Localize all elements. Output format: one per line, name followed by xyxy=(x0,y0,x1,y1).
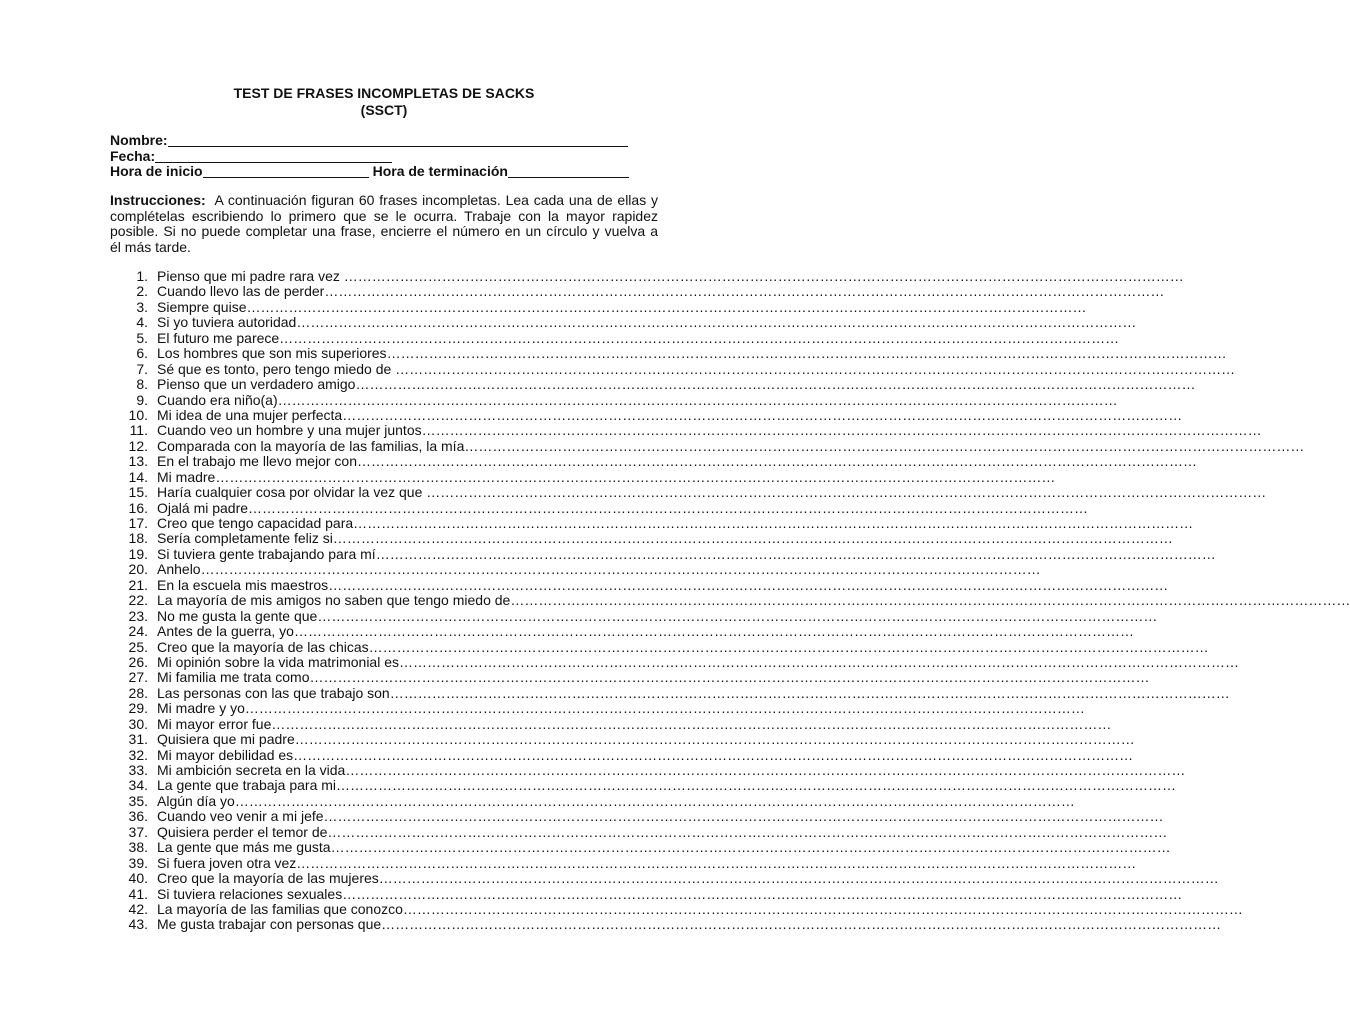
item-sentence: Mi madre xyxy=(157,468,216,485)
date-field xyxy=(110,149,670,165)
list-item xyxy=(128,484,1267,501)
item-number: 38. xyxy=(128,839,148,856)
item-number: 34. xyxy=(128,777,148,794)
page-subtitle: (SSCT) xyxy=(360,102,408,118)
item-number: 14. xyxy=(128,468,148,485)
answer-dot-leader: ……………………………………………………………………………………………………………………………………………………………… xyxy=(426,484,1267,501)
respondent-fields xyxy=(110,133,670,180)
list-item xyxy=(128,839,1171,856)
answer-dot-leader: ……………………………………………………………………………………………………………………………………………………………… xyxy=(355,376,1196,393)
item-number: 24. xyxy=(128,623,148,640)
item-sentence: Mi mayor debilidad es xyxy=(157,746,294,763)
time-fields xyxy=(110,164,670,180)
item-sentence: Cuando era niño(a) xyxy=(157,391,278,408)
answer-dot-leader: ……………………………………………………………………………………………………………………………………………………………… xyxy=(332,530,1173,547)
item-sentence: Creo que tengo capacidad para xyxy=(157,515,354,531)
answer-dot-leader: ……………………………………………………………………………………………………………………………………………………………… xyxy=(375,545,1216,562)
item-number: 29. xyxy=(128,700,148,717)
item-sentence: Quisiera que mi padre xyxy=(157,731,295,748)
list-item xyxy=(128,638,1209,655)
answer-dot-leader: ……………………………………………………………………………………………………………………………………………………………… xyxy=(342,885,1183,902)
item-number: 5. xyxy=(136,329,148,346)
list-item xyxy=(128,329,1120,346)
item-number: 11. xyxy=(129,422,148,439)
item-number: 8. xyxy=(136,376,148,393)
start-time-blank-line xyxy=(203,166,369,178)
answer-dot-leader: ……………………………………………………………………………………………………………………………………………………………… xyxy=(324,283,1165,300)
list-item xyxy=(128,453,1197,470)
list-item xyxy=(128,746,1134,763)
answer-dot-leader: ……………………………………………………………………………………………………………………………………………………………… xyxy=(510,592,1350,609)
item-number: 26. xyxy=(128,653,148,670)
item-sentence: Las personas con las que trabajo son xyxy=(157,684,390,701)
item-number: 37. xyxy=(128,823,148,840)
item-sentence: Creo que la mayoría de las chicas xyxy=(157,638,369,655)
item-number: 42. xyxy=(128,900,148,917)
answer-dot-leader: ……………………………………………………………………………………………………………………………………………………………… xyxy=(323,808,1164,825)
item-sentence: Algún día yo xyxy=(157,792,235,809)
list-item xyxy=(128,870,1219,887)
answer-dot-leader: ……………………………………………………………………………………………………………………………………………………………… xyxy=(296,854,1137,871)
list-item xyxy=(128,376,1196,393)
list-item xyxy=(128,823,1168,840)
item-sentence: Mi opinión sobre la vida matrimonial es xyxy=(157,653,399,670)
answer-dot-leader: ……………………………………………………………………………………………………………………………………………………………… xyxy=(271,715,1112,732)
list-item xyxy=(128,669,1150,686)
answer-dot-leader: ……………………………………………………………………………………………………………………………………………………………… xyxy=(336,777,1177,794)
item-number: 15. xyxy=(128,484,148,501)
item-number: 40. xyxy=(128,870,148,887)
item-number: 43. xyxy=(128,916,148,933)
item-sentence: Si fuera joven otra vez xyxy=(157,854,297,871)
answer-dot-leader: ……………………………………………………………………………………………………………………………………………………………… xyxy=(345,762,1186,778)
list-item xyxy=(128,545,1216,562)
instructions-line xyxy=(110,209,658,225)
answer-dot-leader: ……………………………………………………………………………………………………………………………………………………………… xyxy=(343,268,1184,284)
list-item xyxy=(128,422,1262,439)
start-time-label: Hora de inicio xyxy=(110,163,203,179)
item-sentence: Mi mayor error fue xyxy=(157,715,272,732)
item-sentence: Siempre quise xyxy=(157,298,247,315)
list-item xyxy=(128,561,1041,578)
item-number: 39. xyxy=(128,854,148,871)
item-sentence: Quisiera perder el temor de xyxy=(157,823,328,840)
answer-dot-leader: ……………………………………………………………………………………………………………………………………………………………… xyxy=(234,792,1075,809)
item-sentence: Haría cualquier cosa por olvidar la vez que xyxy=(157,484,427,501)
list-item xyxy=(128,623,1134,640)
item-sentence: Cuando veo venir a mi jefe xyxy=(157,808,324,825)
answer-dot-leader: ……………………………………………………………………………………………………………………………………………………………… xyxy=(330,839,1171,856)
item-number: 6. xyxy=(136,345,148,362)
item-sentence: Mi ambición secreta en la vida xyxy=(157,762,346,778)
item-sentence: Mi madre y yo xyxy=(157,700,245,717)
list-item xyxy=(128,406,1183,423)
list-item xyxy=(128,592,1350,609)
item-number: 23. xyxy=(128,607,148,624)
item-sentence: Ojalá mi padre xyxy=(157,499,249,516)
item-sentence: Si tuviera relaciones sexuales xyxy=(157,885,343,902)
answer-dot-leader: ……………………………………………………………………………………………………………………………………………………………… xyxy=(395,360,1236,377)
title-block xyxy=(0,85,768,119)
answer-dot-leader: ……………………………………………………………………………………………………………………………………………………………… xyxy=(317,607,1158,624)
item-number: 19. xyxy=(128,545,148,562)
answer-dot-leader: ……………………………………………………………………………………………………………………………………………………………… xyxy=(296,314,1137,331)
item-number: 4. xyxy=(136,314,148,331)
item-number: 30. xyxy=(128,715,148,732)
item-number: 41. xyxy=(128,885,148,902)
instructions xyxy=(110,193,658,256)
item-sentence: Creo que la mayoría de las mujeres xyxy=(157,870,379,887)
list-item xyxy=(128,854,1137,871)
item-sentence: Sé que es tonto, pero tengo miedo de xyxy=(157,360,396,377)
item-number: 25. xyxy=(128,638,148,655)
end-time-label: Hora de terminación xyxy=(372,163,508,179)
list-item xyxy=(128,885,1183,902)
item-number: 36. xyxy=(128,808,148,825)
instructions-text: él más tarde. xyxy=(110,239,191,256)
item-sentence: La gente que más me gusta xyxy=(157,839,331,856)
item-sentence: Anhelo xyxy=(157,561,201,578)
item-number: 17. xyxy=(128,515,148,531)
item-sentence: El futuro me parece xyxy=(157,329,280,346)
answer-dot-leader: ……………………………………………………………………………………………………………………………………………………………… xyxy=(378,870,1219,887)
answer-dot-leader: ……………………………………………………………………………………………………………………………………………………………… xyxy=(294,731,1135,748)
list-item xyxy=(128,684,1230,701)
list-item xyxy=(128,900,1243,917)
answer-dot-leader: ……………………………………………………………………………………………………………………………………………………………… xyxy=(464,437,1305,454)
item-sentence: Cuando llevo las de perder xyxy=(157,283,325,300)
item-number: 32. xyxy=(128,746,148,763)
answer-dot-leader: ……………………………………………………………………………………………………………………………………………………………… xyxy=(357,453,1197,470)
answer-dot-leader: ……………………………………………………………………………………………………………………………………………………………… xyxy=(389,684,1230,701)
answer-dot-leader: ……………………………………………………………………………………………………………………………………………………………… xyxy=(200,561,1041,578)
list-item xyxy=(128,916,1222,933)
list-item xyxy=(128,762,1186,778)
instructions-text: A continuación figuran 60 frases incompletas. Lea cada una de ellas y xyxy=(214,192,658,208)
item-sentence: La gente que trabaja para mi xyxy=(157,777,337,794)
list-item xyxy=(128,499,1089,516)
item-number: 10. xyxy=(128,406,148,423)
instructions-line xyxy=(110,240,658,256)
item-number: 33. xyxy=(128,762,148,778)
answer-dot-leader: ……………………………………………………………………………………………………………………………………………………………… xyxy=(248,499,1089,516)
date-label: Fecha: xyxy=(110,147,156,164)
item-number: 2. xyxy=(136,283,148,300)
page-title: TEST DE FRASES INCOMPLETAS DE SACKS xyxy=(233,85,535,101)
list-item xyxy=(128,576,1169,593)
list-item xyxy=(128,792,1075,809)
list-item xyxy=(128,314,1137,331)
list-item xyxy=(128,360,1236,377)
list-item xyxy=(128,468,1056,485)
name-blank-line xyxy=(168,135,628,147)
item-sentence: Cuando veo un hombre y una mujer juntos xyxy=(157,422,422,439)
answer-dot-leader: ……………………………………………………………………………………………………………………………………………………………… xyxy=(293,746,1134,763)
item-sentence: Si yo tuviera autoridad xyxy=(157,314,297,331)
answer-dot-leader: ……………………………………………………………………………………………………………………………………………………………… xyxy=(215,468,1056,485)
list-item xyxy=(128,268,1184,284)
list-item xyxy=(128,808,1164,825)
list-item xyxy=(128,715,1112,732)
list-item xyxy=(128,700,1085,717)
item-number: 3. xyxy=(136,298,148,315)
item-sentence: Mi idea de una mujer perfecta xyxy=(157,406,343,423)
name-field xyxy=(110,133,670,149)
item-sentence: Sería completamente feliz si xyxy=(157,530,333,547)
item-number: 22. xyxy=(128,592,148,609)
answer-dot-leader: ……………………………………………………………………………………………………………………………………………………………… xyxy=(421,422,1262,439)
item-number: 18. xyxy=(128,530,148,547)
answer-dot-leader: ……………………………………………………………………………………………………………………………………………………………… xyxy=(309,669,1150,686)
answer-dot-leader: ……………………………………………………………………………………………………………………………………………………………… xyxy=(277,391,1118,408)
item-number: 12. xyxy=(128,437,148,454)
answer-dot-leader: ……………………………………………………………………………………………………………………………………………………………… xyxy=(327,823,1168,840)
item-number: 35. xyxy=(128,792,148,809)
instructions-line xyxy=(110,193,658,209)
item-sentence: La mayoría de las familias que conozco xyxy=(157,900,403,917)
answer-dot-leader: ……………………………………………………………………………………………………………………………………………………………… xyxy=(279,329,1120,346)
list-item xyxy=(128,283,1165,300)
item-sentence: Mi familia me trata como xyxy=(157,669,310,686)
list-item xyxy=(128,530,1173,547)
list-item xyxy=(128,607,1158,624)
item-sentence: Comparada con la mayoría de las familias, la mía xyxy=(157,437,465,454)
list-item xyxy=(128,653,1239,670)
item-number: 13. xyxy=(128,453,148,470)
answer-dot-leader: ……………………………………………………………………………………………………………………………………………………………… xyxy=(402,900,1243,917)
list-item xyxy=(128,391,1118,408)
item-number: 21. xyxy=(128,576,148,593)
item-sentence: Los hombres que son mis superiores xyxy=(157,345,387,362)
item-number: 16. xyxy=(128,499,148,516)
item-sentence: La mayoría de mis amigos no saben que tengo miedo de xyxy=(157,592,511,609)
item-number: 31. xyxy=(128,731,148,748)
list-item xyxy=(128,731,1135,748)
list-item xyxy=(128,777,1177,794)
answer-dot-leader: ……………………………………………………………………………………………………………………………………………………………… xyxy=(244,700,1085,717)
instructions-text: posible. Si no puede completar una frase, encierre el número en un círculo y vuelva a xyxy=(110,223,658,240)
instructions-line xyxy=(110,224,658,240)
name-label: Nombre: xyxy=(110,132,168,148)
list-item xyxy=(128,515,1194,531)
item-number: 7. xyxy=(136,360,148,377)
answer-dot-leader: ……………………………………………………………………………………………………………………………………………………………… xyxy=(399,653,1239,670)
answer-dot-leader: ……………………………………………………………………………………………………………………………………………………………… xyxy=(246,298,1087,315)
item-sentence: En el trabajo me llevo mejor con xyxy=(157,453,357,470)
item-sentence: No me gusta la gente que xyxy=(157,607,318,624)
item-number: 28. xyxy=(128,684,148,701)
item-sentence: Si tuviera gente trabajando para mí xyxy=(157,545,376,562)
item-sentence: Pienso que un verdadero amigo xyxy=(157,376,356,393)
instructions-label: Instrucciones: xyxy=(110,192,206,208)
answer-dot-leader: ……………………………………………………………………………………………………………………………………………………………… xyxy=(381,916,1222,933)
answer-dot-leader: ……………………………………………………………………………………………………………………………………………………………… xyxy=(386,345,1227,362)
sentence-list xyxy=(128,268,1350,933)
answer-dot-leader: ……………………………………………………………………………………………………………………………………………………………… xyxy=(328,576,1169,593)
answer-dot-leader: ……………………………………………………………………………………………………………………………………………………………… xyxy=(353,515,1194,531)
date-blank-line xyxy=(155,151,392,163)
item-sentence: Pienso que mi padre rara vez xyxy=(157,268,344,284)
item-number: 9. xyxy=(136,391,148,408)
item-number: 20. xyxy=(128,561,148,578)
item-number: 1. xyxy=(136,268,148,284)
list-item xyxy=(128,437,1305,454)
list-item xyxy=(128,345,1227,362)
list-item xyxy=(128,298,1087,315)
answer-dot-leader: ……………………………………………………………………………………………………………………………………………………………… xyxy=(293,623,1134,640)
item-sentence: En la escuela mis maestros xyxy=(157,576,329,593)
answer-dot-leader: ……………………………………………………………………………………………………………………………………………………………… xyxy=(342,406,1183,423)
answer-dot-leader: ……………………………………………………………………………………………………………………………………………………………… xyxy=(368,638,1209,655)
end-time-blank-line xyxy=(508,166,629,178)
item-sentence: Antes de la guerra, yo xyxy=(157,623,294,640)
item-sentence: Me gusta trabajar con personas que xyxy=(157,916,382,933)
instructions-text: complételas escribiendo lo primero que se le ocurra. Trabaje con la mayor rapidez xyxy=(110,207,658,224)
item-number: 27. xyxy=(128,669,148,686)
